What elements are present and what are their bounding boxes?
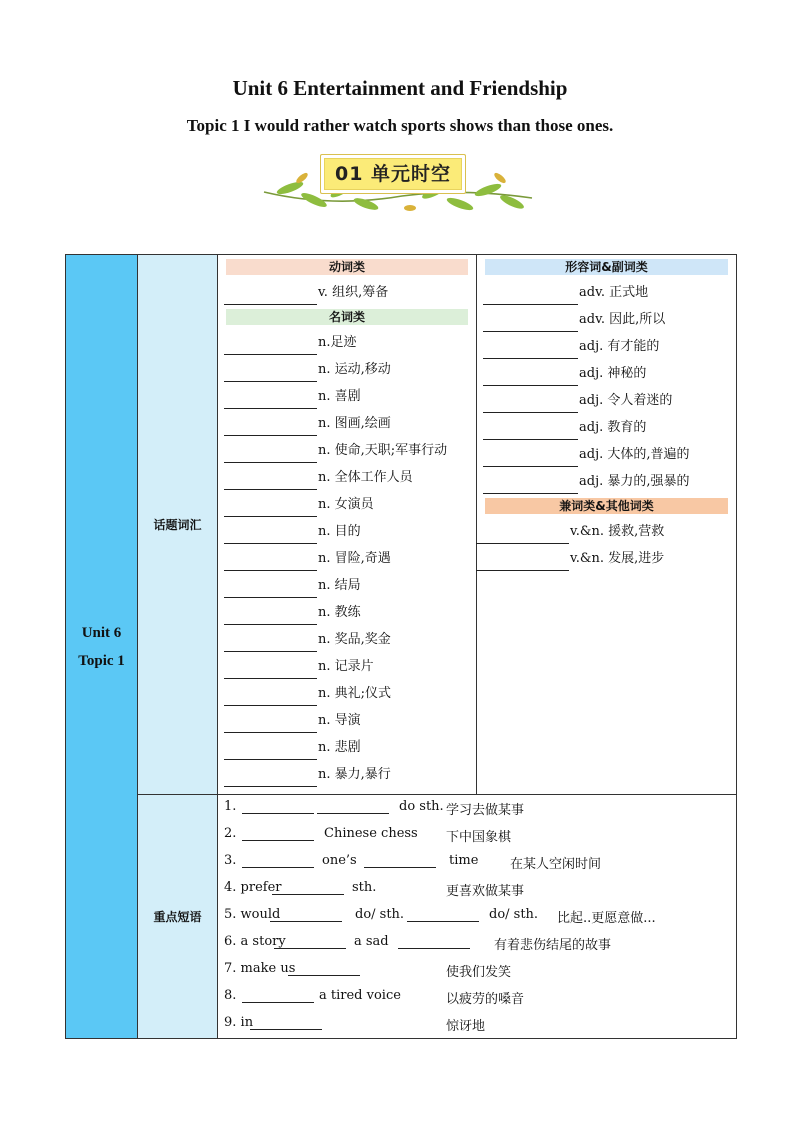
fill-blank[interactable] [398,934,470,949]
fill-blank[interactable] [483,450,578,467]
section-banner [262,148,538,218]
fill-blank[interactable] [364,853,436,868]
phrase-meaning: 在某人空闲时间 [510,857,602,872]
vocab-item [224,466,470,493]
vocab-meaning: n.足迹 [318,335,357,350]
fill-blank[interactable] [224,608,317,625]
unit-label [66,255,138,1039]
phrase-meaning: 有着悲伤结尾的故事 [494,938,612,953]
vocab-meaning: v. 组织,筹备 [318,285,389,300]
fill-blank[interactable] [224,288,317,305]
fill-blank[interactable] [274,934,346,949]
fill-blank[interactable] [483,477,578,494]
category-vocab: 话题词汇 [138,255,218,795]
phrase-text: one’s [322,853,357,868]
vocab-item [224,493,470,520]
fill-blank[interactable] [483,342,578,359]
vocab-item [483,416,730,443]
vocab-meaning: n. 悲剧 [318,740,361,755]
phrase-meaning: 使我们发笑 [446,965,512,980]
page-subtitle: Topic 1 I would rather watch sports shows than those ones. [186,116,614,135]
vocab-item [483,308,730,335]
fill-blank[interactable] [270,907,342,922]
fill-blank[interactable] [224,419,317,436]
vocab-meaning: v.&n. 援救,营救 [570,524,665,539]
fill-blank[interactable] [242,853,314,868]
phrase-text: sth. [352,880,377,895]
phrase-row [224,984,736,1011]
vocab-right-column [477,255,737,795]
vocab-meaning: adj. 教育的 [579,420,647,435]
vocab-meaning: n. 喜剧 [318,389,361,404]
phrase-text: 3. [224,853,237,868]
vocab-item [483,335,730,362]
vocab-meaning: adj. 令人着迷的 [579,393,673,408]
topic-label-line: Topic 1 [78,652,125,669]
phrases-cell [218,795,737,1039]
fill-blank[interactable] [242,826,314,841]
fill-blank[interactable] [224,473,317,490]
fill-blank[interactable] [224,716,317,733]
vocab-meaning: n. 冒险,奇遇 [318,551,391,566]
vocab-meaning: n. 目的 [318,524,361,539]
fill-blank[interactable] [224,554,317,571]
fill-blank[interactable] [224,446,317,463]
vocab-item [483,389,730,416]
vocab-meaning: n. 教练 [318,605,361,620]
vocab-item [224,628,470,655]
vocab-item [224,763,470,790]
fill-blank[interactable] [483,369,578,386]
vocab-item [224,331,470,358]
vocab-meaning: n. 运动,移动 [318,362,391,377]
banner-box [320,154,466,194]
fill-blank[interactable] [224,635,317,652]
vocab-meaning: n. 导演 [318,713,361,728]
fill-blank[interactable] [407,907,479,922]
phrase-text: do/ sth. [489,907,539,922]
fill-blank[interactable] [476,527,569,544]
fill-blank[interactable] [272,880,344,895]
vocab-item [224,574,470,601]
vocab-item [483,281,730,308]
fill-blank[interactable] [224,392,317,409]
phrase-row [224,1011,736,1038]
vocab-meaning: n. 暴力,暴行 [318,767,391,782]
fill-blank[interactable] [224,500,317,517]
vocab-meaning: v.&n. 发展,进步 [570,551,665,566]
page-title: Unit 6 Entertainment and Friendship [232,76,568,100]
vocab-item [483,520,730,547]
phrase-row [224,930,736,957]
phrase-text: a tired voice [319,988,401,1003]
vocab-table [65,254,737,1039]
fill-blank[interactable] [224,689,317,706]
phrase-text: a sad [354,934,389,949]
banner-label: 01 单元时空 [334,163,452,185]
phrase-row [224,957,736,984]
vocab-meaning: n. 全体工作人员 [318,470,413,485]
fill-blank[interactable] [288,961,360,976]
phrase-text: 6. a story [224,934,286,949]
unit-label-line: Unit 6 [81,624,122,641]
phrase-meaning: 比起..更愿意做... [557,911,656,926]
vocab-item [483,547,730,574]
vocab-meaning: adj. 有才能的 [579,339,660,354]
phrase-text: 5. would [224,907,281,922]
vocab-item [224,736,470,763]
fill-blank[interactable] [483,315,578,332]
phrase-text: time [449,853,479,868]
vocab-meaning: adv. 因此,所以 [579,312,666,327]
vocab-meaning: n. 结局 [318,578,361,593]
phrase-text: 1. [224,799,237,814]
vocab-meaning: n. 记录片 [318,659,374,674]
phrase-row [224,876,736,903]
phrase-text: do/ sth. [355,907,405,922]
phrase-text: 2. [224,826,237,841]
vocab-meaning: adj. 暴力的,强暴的 [579,474,690,489]
fill-blank[interactable] [476,554,569,571]
vocab-item [224,601,470,628]
vocab-meaning: n. 典礼;仪式 [318,686,392,701]
phrase-text: 4. prefer [224,880,282,895]
fill-blank[interactable] [242,799,314,814]
phrase-row [224,795,736,822]
vocab-item [483,470,730,497]
fill-blank[interactable] [224,743,317,760]
vocab-meaning: adj. 大体的,普遍的 [579,447,690,462]
vocab-meaning: n. 使命,天职;军事行动 [318,443,448,458]
vocab-left-column [218,255,477,795]
category-phrases: 重点短语 [138,795,218,1039]
phrase-text: 8. [224,988,237,1003]
vocab-item [224,385,470,412]
vocab-item [483,362,730,389]
nouns-header: 名词类 [226,309,468,325]
vocab-item [483,443,730,470]
phrase-meaning: 学习去做某事 [446,803,525,818]
vocab-item [224,655,470,682]
fill-blank[interactable] [224,662,317,679]
vocab-meaning: adj. 神秘的 [579,366,647,381]
vocab-item [224,281,470,308]
phrase-text: Chinese chess [324,826,418,841]
fill-blank[interactable] [483,288,578,305]
phrase-row [224,849,736,876]
vocab-meaning: n. 图画,绘画 [318,416,391,431]
fill-blank[interactable] [483,423,578,440]
vocab-item [224,412,470,439]
vocab-item [224,547,470,574]
phrase-meaning: 以疲劳的嗓音 [446,992,525,1007]
verbs-header: 动词类 [226,259,468,275]
vocab-item [224,439,470,466]
vocab-item [224,709,470,736]
adj-header: 形容词&副词类 [485,259,728,275]
phrase-text: 7. make us [224,961,296,976]
fill-blank[interactable] [250,1015,322,1030]
other-header: 兼词类&其他词类 [485,498,728,514]
phrase-meaning: 下中国象棋 [446,830,512,845]
vocab-item [224,358,470,385]
vocab-meaning: n. 奖品,奖金 [318,632,391,647]
vocab-meaning: adv. 正式地 [579,285,649,300]
fill-blank[interactable] [224,527,317,544]
vocab-item [224,520,470,547]
vocab-meaning: n. 女演员 [318,497,374,512]
fill-blank[interactable] [317,799,389,814]
fill-blank[interactable] [224,338,317,355]
fill-blank[interactable] [224,770,317,787]
phrase-meaning: 惊讶地 [446,1019,486,1034]
fill-blank[interactable] [242,988,314,1003]
phrase-text: do sth. [399,799,444,814]
phrase-row [224,822,736,849]
fill-blank[interactable] [224,581,317,598]
fill-blank[interactable] [483,396,578,413]
phrase-row [224,903,736,930]
fill-blank[interactable] [224,365,317,382]
vocab-item [224,682,470,709]
phrase-text: 9. in [224,1015,254,1030]
phrase-meaning: 更喜欢做某事 [446,884,525,899]
